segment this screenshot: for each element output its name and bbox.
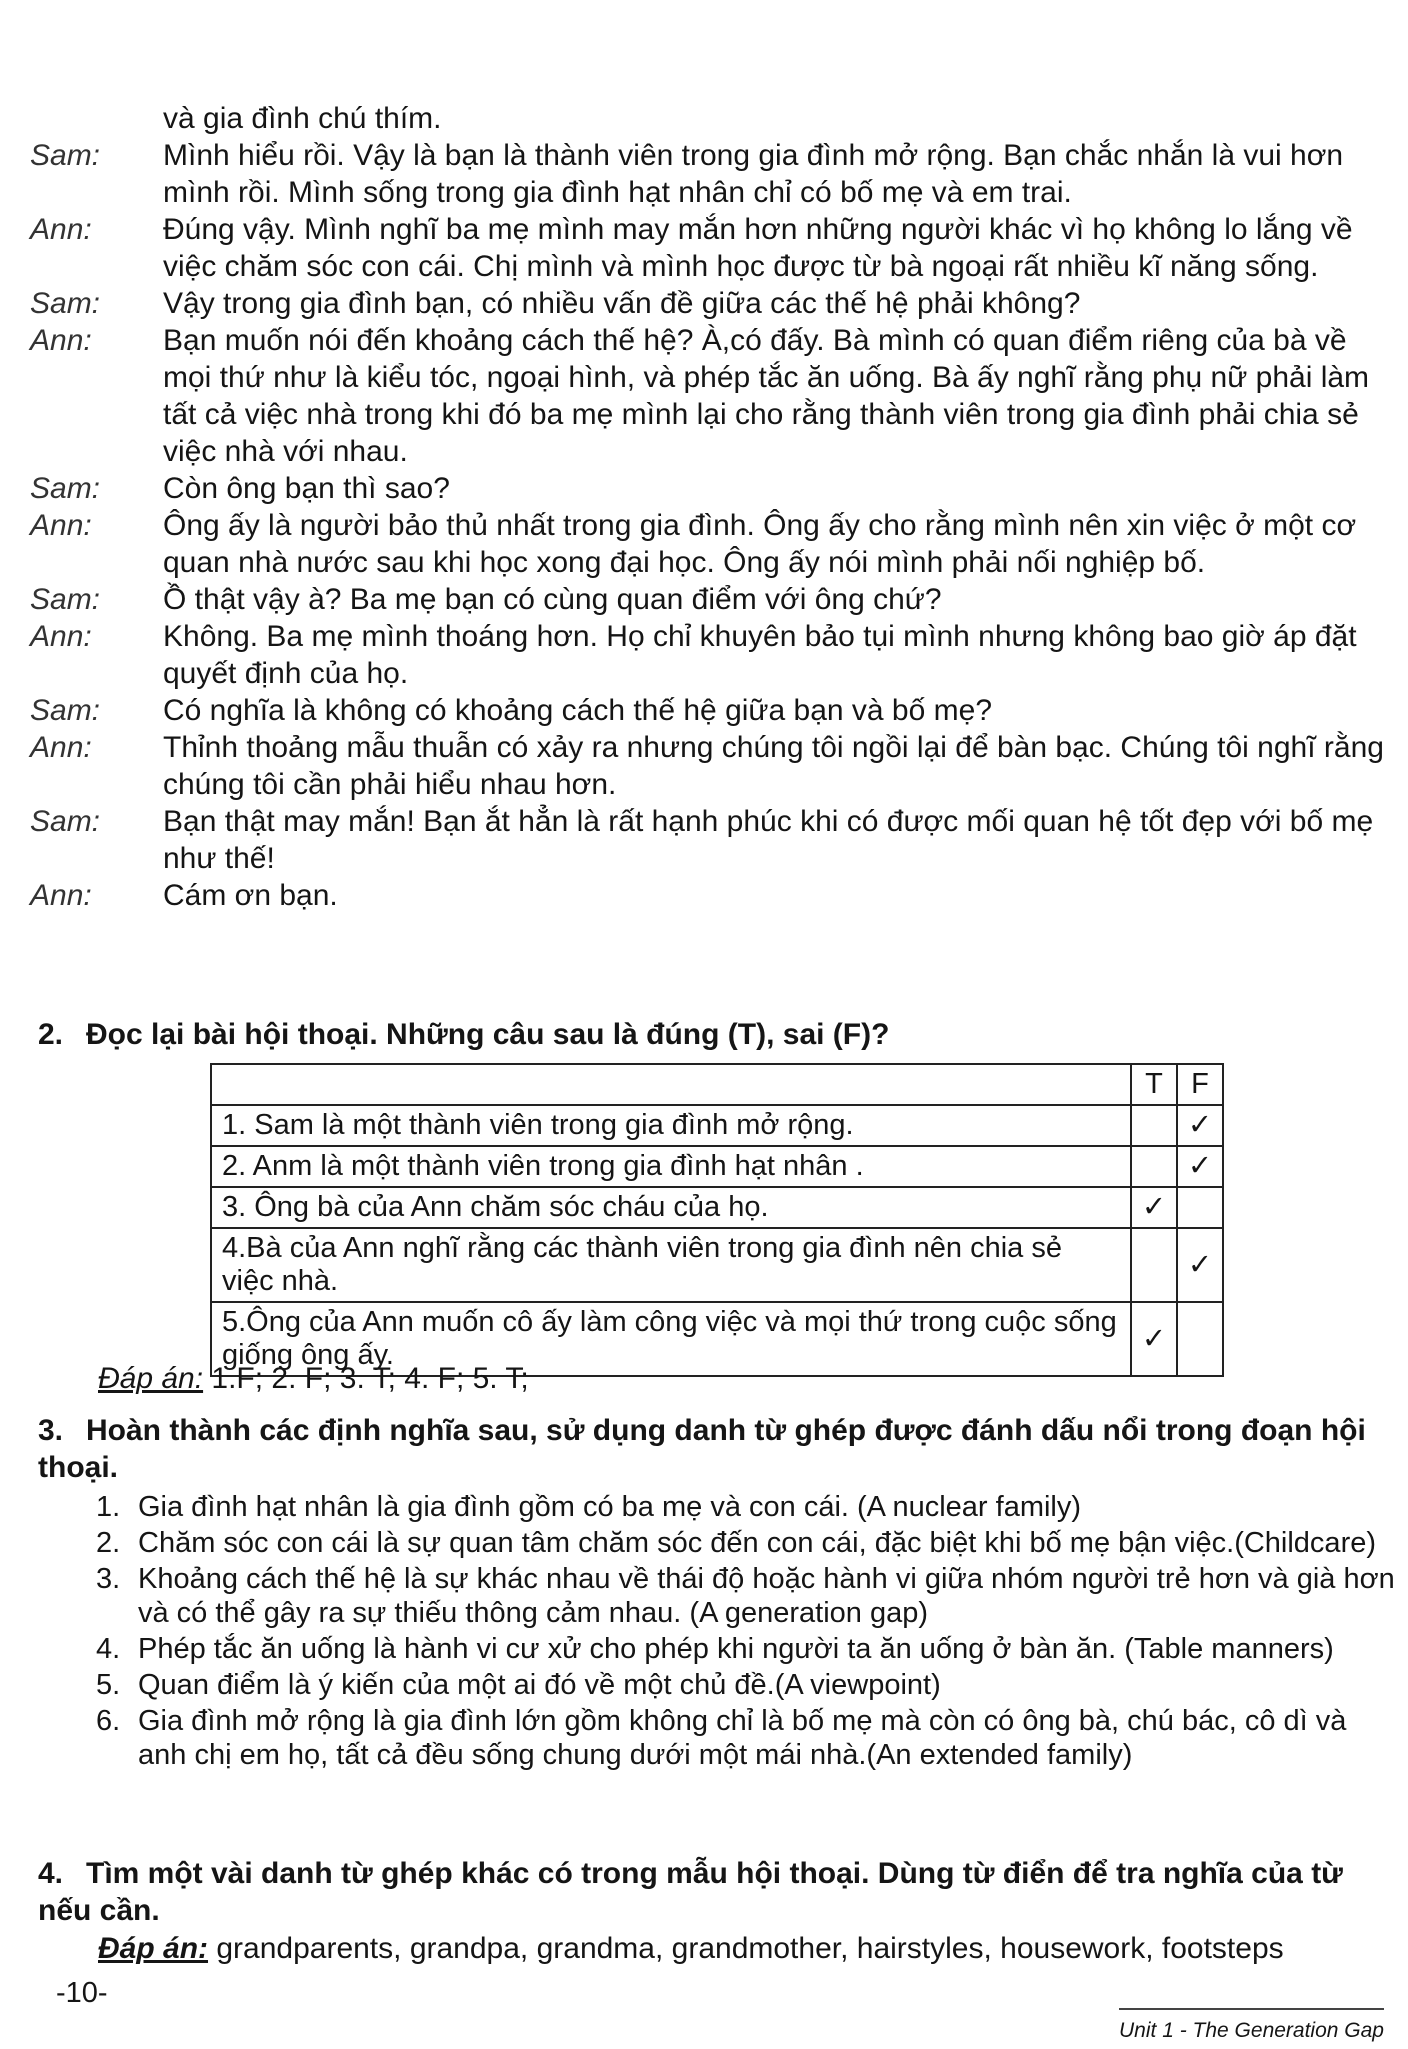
speaker: Ann: <box>30 879 92 912</box>
item-text: Chăm sóc con cái là sự quan tâm chăm sóc đến con cái, đặc biệt khi bố mẹ bận việc.(Childcare) <box>138 1527 1377 1559</box>
true-cell <box>1131 1146 1177 1187</box>
true-cell <box>1131 1228 1177 1302</box>
item-number: 6. <box>96 1705 121 1737</box>
statement: 3. Ông bà của Ann chăm sóc cháu của họ. <box>211 1187 1131 1228</box>
false-cell: ✓ <box>1177 1228 1223 1302</box>
unit-footer: Unit 1 - The Generation Gap <box>1119 2008 1384 2049</box>
item-text: Khoảng cách thế hệ là sự khác nhau về thái độ hoặc hành vi giữa nhóm người trẻ hơn và già hơn và có thể gây ra sự thiếu thông cảm nhau. (A generation gap) <box>138 1563 1395 1629</box>
dialogue-line <box>30 322 1400 470</box>
list-item <box>96 1526 1396 1560</box>
dialogue-line <box>30 729 1400 803</box>
answer-label: Đáp án: <box>98 1362 204 1395</box>
header-true: T <box>1131 1064 1177 1105</box>
true-cell: ✓ <box>1131 1302 1177 1376</box>
speaker: Ann: <box>30 620 92 653</box>
section-title: Tìm một vài danh từ ghép khác có trong mẫu hội thoại. Dùng từ điển để tra nghĩa của từ nếu cần. <box>38 1857 1343 1927</box>
speech: Cám ơn bạn. <box>163 879 338 912</box>
speaker: Sam: <box>30 583 101 616</box>
answer-text: grandparents, grandpa, grandma, grandmother, hairstyles, housework, footsteps <box>208 1932 1284 1965</box>
dialogue-continuation: và gia đình chú thím. <box>163 102 442 135</box>
list-item <box>96 1668 1396 1702</box>
speaker: Ann: <box>30 731 92 764</box>
item-number: 5. <box>96 1669 121 1701</box>
answer-label: Đáp án: <box>98 1932 209 1965</box>
item-number: 3. <box>96 1563 121 1595</box>
dialogue-line <box>30 507 1400 581</box>
speaker: Ann: <box>30 509 92 542</box>
statement: 4.Bà của Ann nghĩ rằng các thành viên trong gia đình nên chia sẻ việc nhà. <box>211 1228 1131 1302</box>
list-item <box>96 1562 1396 1630</box>
section-4-heading <box>38 1855 1378 1929</box>
true-cell: ✓ <box>1131 1187 1177 1228</box>
dialogue <box>30 100 1400 914</box>
item-number: 4. <box>96 1633 121 1665</box>
section-4-answer <box>98 1930 1284 1967</box>
section-2-answer <box>98 1360 529 1397</box>
speaker: Ann: <box>30 324 92 357</box>
speaker: Sam: <box>30 472 101 505</box>
dialogue-line <box>30 877 1400 914</box>
item-text: Gia đình mở rộng là gia đình lớn gồm không chỉ là bố mẹ mà còn có ông bà, chú bác, cô dì và anh chị em họ, tất cả đều sống chung dưới một mái nhà.(An extended family) <box>138 1705 1347 1771</box>
true-cell <box>1131 1105 1177 1146</box>
list-item <box>96 1704 1396 1772</box>
speaker: Sam: <box>30 139 101 172</box>
speech: Thỉnh thoảng mẫu thuẫn có xảy ra nhưng chúng tôi ngồi lại để bàn bạc. Chúng tôi nghĩ rằng chúng tôi cần phải hiểu nhau hơn. <box>163 731 1384 801</box>
speech: Ồ thật vậy à? Ba mẹ bạn có cùng quan điểm với ông chứ? <box>163 583 942 616</box>
dialogue-line <box>30 692 1400 729</box>
speaker: Ann: <box>30 213 92 246</box>
speech: Đúng vậy. Mình nghĩ ba mẹ mình may mắn hơn những người khác vì họ không lo lắng về việc chăm sóc con cái. Chị mình và mình học được từ bà ngoại rất nhiều kĩ năng sống. <box>163 213 1353 283</box>
dialogue-line <box>30 803 1400 877</box>
statement: 2. Anm là một thành viên trong gia đình hạt nhân . <box>211 1146 1131 1187</box>
speech: Bạn thật may mắn! Bạn ắt hẳn là rất hạnh phúc khi có được mối quan hệ tốt đẹp với bố mẹ như thế! <box>163 805 1374 875</box>
table-header-row <box>211 1064 1223 1105</box>
section-number: 3. <box>38 1414 64 1447</box>
false-cell: ✓ <box>1177 1105 1223 1146</box>
dialogue-line <box>30 211 1400 285</box>
table-row <box>211 1146 1223 1187</box>
item-text: Quan điểm là ý kiến của một ai đó về một chủ đề.(A viewpoint) <box>138 1669 941 1701</box>
false-cell <box>1177 1302 1223 1376</box>
item-text: Phép tắc ăn uống là hành vi cư xử cho phép khi người ta ăn uống ở bàn ăn. (Table manners) <box>138 1633 1334 1665</box>
item-text: Gia đình hạt nhân là gia đình gồm có ba mẹ và con cái. (A nuclear family) <box>138 1491 1082 1523</box>
speaker: Sam: <box>30 287 101 320</box>
speaker: Sam: <box>30 805 101 838</box>
page-number: -10- <box>56 1977 108 2009</box>
answer-text: 1.F; 2. F; 3. T; 4. F; 5. T; <box>203 1362 529 1395</box>
true-false-table <box>210 1063 1224 1377</box>
section-title: Đọc lại bài hội thoại. Những câu sau là đúng (T), sai (F)? <box>86 1018 890 1051</box>
speech: Còn ông bạn thì sao? <box>163 472 450 505</box>
header-blank <box>211 1064 1131 1105</box>
section-3-heading <box>38 1412 1378 1486</box>
dialogue-line <box>30 581 1400 618</box>
false-cell <box>1177 1187 1223 1228</box>
table-row <box>211 1228 1223 1302</box>
section-number: 2. <box>38 1018 64 1051</box>
dialogue-line <box>30 618 1400 692</box>
section-number: 4. <box>38 1857 64 1890</box>
table-row <box>211 1187 1223 1228</box>
section-title: Hoàn thành các định nghĩa sau, sử dụng danh từ ghép được đánh dấu nổi trong đoạn hội thoại. <box>38 1414 1366 1484</box>
item-number: 1. <box>96 1491 121 1523</box>
section-2-heading <box>38 1016 889 1053</box>
speech: Vậy trong gia đình bạn, có nhiều vấn đề giữa các thế hệ phải không? <box>163 287 1081 320</box>
definition-list <box>96 1490 1396 1774</box>
table-row <box>211 1105 1223 1146</box>
list-item <box>96 1632 1396 1666</box>
statement: 5.Ông của Ann muốn cô ấy làm công việc và mọi thứ trong cuộc sống giống ông ấy. <box>211 1302 1131 1376</box>
speaker: Sam: <box>30 694 101 727</box>
speech: Bạn muốn nói đến khoảng cách thế hệ? À,có đấy. Bà mình có quan điểm riêng của bà về mọi thứ như là kiểu tóc, ngoại hình, và phép tắc ăn uống. Bà ấy nghĩ rằng phụ nữ phải làm tất cả việc nhà trong khi đó ba mẹ mình lại cho rằng thành viên trong gia đình phải chia sẻ việc nhà với nhau. <box>163 324 1370 468</box>
statement: 1. Sam là một thành viên trong gia đình mở rộng. <box>211 1105 1131 1146</box>
speech: Có nghĩa là không có khoảng cách thế hệ giữa bạn và bố mẹ? <box>163 694 992 727</box>
item-number: 2. <box>96 1527 121 1559</box>
speech: Mình hiểu rồi. Vậy là bạn là thành viên trong gia đình mở rộng. Bạn chắc nhắn là vui hơn mình rồi. Mình sống trong gia đình hạt nhân chỉ có bố mẹ và em trai. <box>163 139 1344 209</box>
false-cell: ✓ <box>1177 1146 1223 1187</box>
dialogue-line <box>30 470 1400 507</box>
dialogue-line <box>30 137 1400 211</box>
header-false: F <box>1177 1064 1223 1105</box>
speech: Không. Ba mẹ mình thoáng hơn. Họ chỉ khuyên bảo tụi mình nhưng không bao giờ áp đặt quyết định của họ. <box>163 620 1357 690</box>
dialogue-line <box>30 285 1400 322</box>
list-item <box>96 1490 1396 1524</box>
speech: Ông ấy là người bảo thủ nhất trong gia đình. Ông ấy cho rằng mình nên xin việc ở một cơ quan nhà nước sau khi học xong đại học. Ông ấy nói mình phải nối nghiệp bố. <box>163 509 1357 579</box>
